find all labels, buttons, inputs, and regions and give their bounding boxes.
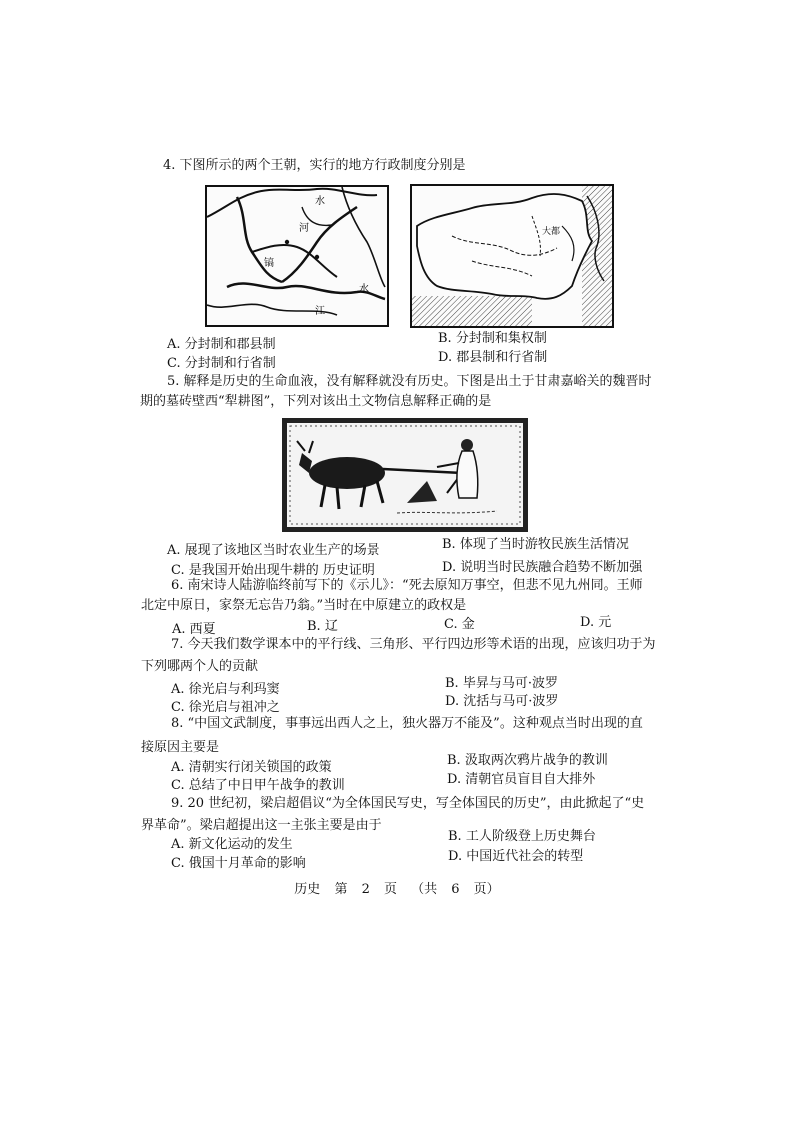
q5-stem-line2: 期的墓砖壁西“犁耕图”，下列对该出土文物信息解释正确的是 bbox=[140, 394, 492, 409]
q5-ploughing-mural-image bbox=[282, 418, 528, 532]
map-territory-outline bbox=[412, 186, 612, 326]
q6-option-a[interactable]: A. 西夏 bbox=[172, 622, 216, 637]
q7-stem-line2: 下列哪两个人的贡献 bbox=[141, 659, 259, 674]
q4-option-b[interactable]: B. 分封制和集权制 bbox=[438, 331, 547, 346]
map-outline-rivers bbox=[207, 187, 387, 325]
map1-label-gao: 镐 bbox=[264, 258, 274, 269]
map2-label-dadu: 大都 bbox=[542, 227, 561, 237]
q5-option-a[interactable]: A. 展现了该地区当时农业生产的场景 bbox=[167, 543, 380, 558]
q6-option-d[interactable]: D. 元 bbox=[580, 615, 612, 630]
footer-page-number: 第 2 页 bbox=[334, 882, 397, 897]
footer-total-pages: （共 6 页） bbox=[411, 882, 500, 897]
q8-option-d[interactable]: D. 清朝官员盲目自大排外 bbox=[447, 772, 596, 787]
q8-option-a[interactable]: A. 清朝实行闭关锁国的政策 bbox=[171, 760, 332, 775]
q5-option-c[interactable]: C. 是我国开始出现牛耕的 历史证明 bbox=[171, 563, 375, 578]
q9-option-d[interactable]: D. 中国近代社会的转型 bbox=[448, 849, 584, 864]
q7-option-d[interactable]: D. 沈括与马可·波罗 bbox=[445, 694, 559, 709]
map1-label-he: 河 bbox=[299, 223, 309, 234]
map1-label-shui-right: 水 bbox=[359, 284, 369, 295]
q9-option-c[interactable]: C. 俄国十月革命的影响 bbox=[171, 856, 306, 871]
q8-option-b[interactable]: B. 汲取两次鸦片战争的教训 bbox=[447, 753, 608, 768]
q4-map-yuan bbox=[410, 184, 614, 328]
page-footer bbox=[0, 878, 794, 897]
q6-option-b[interactable]: B. 辽 bbox=[307, 619, 338, 634]
q5-stem-line1: 5. 解释是历史的生命血液，没有解释就没有历史。下图是出土于甘肃嘉峪关的魏晋时 bbox=[167, 374, 652, 389]
q7-option-b[interactable]: B. 毕昇与马可·波罗 bbox=[445, 676, 558, 691]
q9-option-a[interactable]: A. 新文化运动的发生 bbox=[171, 837, 293, 852]
q7-stem-line1: 7. 今天我们数学课本中的平行线、三角形、平行四边形等术语的出现，应该归功于为 bbox=[171, 637, 656, 652]
q5-option-b[interactable]: B. 体现了当时游牧民族生活情况 bbox=[442, 537, 629, 552]
q4-map-western-zhou bbox=[205, 185, 389, 327]
q8-option-c[interactable]: C. 总结了中日甲午战争的教训 bbox=[171, 778, 345, 793]
q8-stem-line1: 8. “中国文武制度，事事远出西人之上，独火器万不能及”。这种观点当时出现的直 bbox=[171, 716, 643, 731]
q9-stem-line2: 界革命”。梁启超提出这一主张主要是由于 bbox=[141, 818, 382, 833]
q7-option-c[interactable]: C. 徐光启与祖冲之 bbox=[171, 700, 280, 715]
q9-option-b[interactable]: B. 工人阶级登上历史舞台 bbox=[448, 829, 596, 844]
q4-option-a[interactable]: A. 分封制和郡县制 bbox=[167, 337, 276, 352]
q8-stem-line2: 接原因主要是 bbox=[141, 740, 220, 755]
q4-option-d[interactable]: D. 郡县制和行省制 bbox=[438, 350, 548, 365]
q9-stem-line1: 9. 20 世纪初，梁启超倡议“为全体国民写史，写全体国民的历史”，由此掀起了“史 bbox=[171, 796, 645, 811]
q5-option-d[interactable]: D. 说明当时民族融合趋势不断加强 bbox=[442, 560, 643, 575]
ox-plough-illustration bbox=[287, 423, 523, 527]
q6-stem-line1: 6. 南宋诗人陆游临终前写下的《示儿》：“死去原知万事空，但悲不见九州同。王师 bbox=[171, 578, 643, 593]
map1-label-jiang: 江 bbox=[315, 306, 325, 317]
footer-subject: 历史 bbox=[294, 882, 321, 897]
q4-option-c[interactable]: C. 分封制和行省制 bbox=[167, 356, 276, 371]
q6-option-c[interactable]: C. 金 bbox=[444, 617, 475, 632]
map1-label-shui-top: 水 bbox=[315, 196, 325, 207]
q4-stem: 4. 下图所示的两个王朝，实行的地方行政制度分别是 bbox=[163, 158, 466, 173]
q6-stem-line2: 北定中原日，家祭无忘告乃翁。”当时在中原建立的政权是 bbox=[141, 598, 467, 613]
q7-option-a[interactable]: A. 徐光启与利玛窦 bbox=[171, 682, 280, 697]
